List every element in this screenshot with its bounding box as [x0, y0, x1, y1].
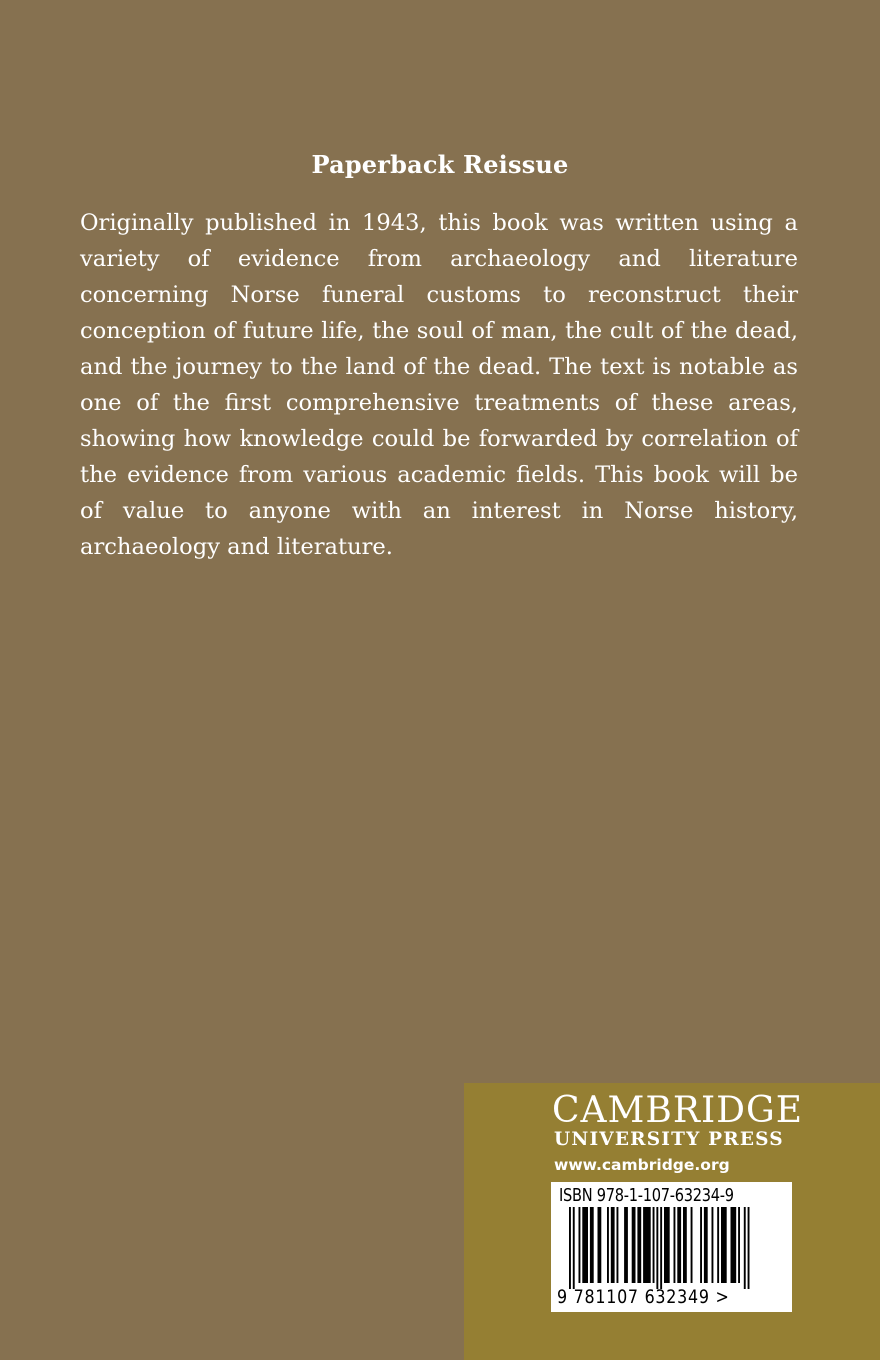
barcode-bar — [632, 1207, 636, 1283]
publisher-logo-name: CAMBRIDGE — [552, 1090, 804, 1131]
barcode-bars — [551, 1207, 792, 1289]
barcode-bar — [717, 1207, 719, 1283]
barcode-bar — [656, 1207, 658, 1289]
publisher-website: www.cambridge.org — [554, 1156, 730, 1174]
barcode-bar — [598, 1207, 602, 1283]
publisher-panel — [464, 1083, 880, 1360]
barcode-bar — [700, 1207, 702, 1283]
barcode-bar — [582, 1207, 588, 1283]
barcode-bar — [653, 1207, 655, 1283]
barcode-bar — [721, 1207, 727, 1283]
barcode-bar — [624, 1207, 628, 1283]
barcode-bar — [748, 1207, 750, 1289]
barcode-bar — [590, 1207, 594, 1283]
barcode-bar — [617, 1207, 619, 1283]
barcode-bar — [731, 1207, 737, 1283]
barcode-bar — [607, 1207, 609, 1283]
barcode-bar — [677, 1207, 681, 1283]
barcode-bar — [664, 1207, 670, 1283]
barcode-bar — [691, 1207, 693, 1283]
barcode-digits: 9 781107 632349 > — [557, 1286, 730, 1308]
barcode-bar — [704, 1207, 708, 1283]
barcode-bar — [660, 1207, 662, 1289]
barcode-bar — [573, 1207, 575, 1289]
barcode-bar — [744, 1207, 746, 1289]
barcode-bar — [569, 1207, 571, 1289]
barcode-bar — [579, 1207, 581, 1283]
barcode-bar — [643, 1207, 651, 1283]
barcode-bar — [611, 1207, 615, 1283]
barcode-bar — [712, 1207, 714, 1283]
barcode-bar — [637, 1207, 641, 1283]
reissue-heading: Paperback Reissue — [311, 150, 569, 179]
isbn-barcode — [551, 1182, 792, 1312]
barcode-bar — [683, 1207, 687, 1283]
barcode-bar — [674, 1207, 676, 1283]
barcode-bar — [738, 1207, 740, 1283]
book-description: Originally published in 1943, this book was written using a variety of evidence from archaeology and literature concerning Norse funeral customs to reconstruct their conception of future life, the soul of man, the cult of the dead, and the journey to the land of the dead. The text is notable as one of the first comprehensive treatments of these areas, showing how knowledge could be forwarded by correlation of the evidence from various academic fields. This book will be of value to anyone with an interest in Norse history, archaeology and literature. — [80, 210, 798, 560]
isbn-label: ISBN 978-1-107-63234-9 — [559, 1185, 734, 1206]
publisher-logo-subname: UNIVERSITY PRESS — [554, 1129, 784, 1150]
